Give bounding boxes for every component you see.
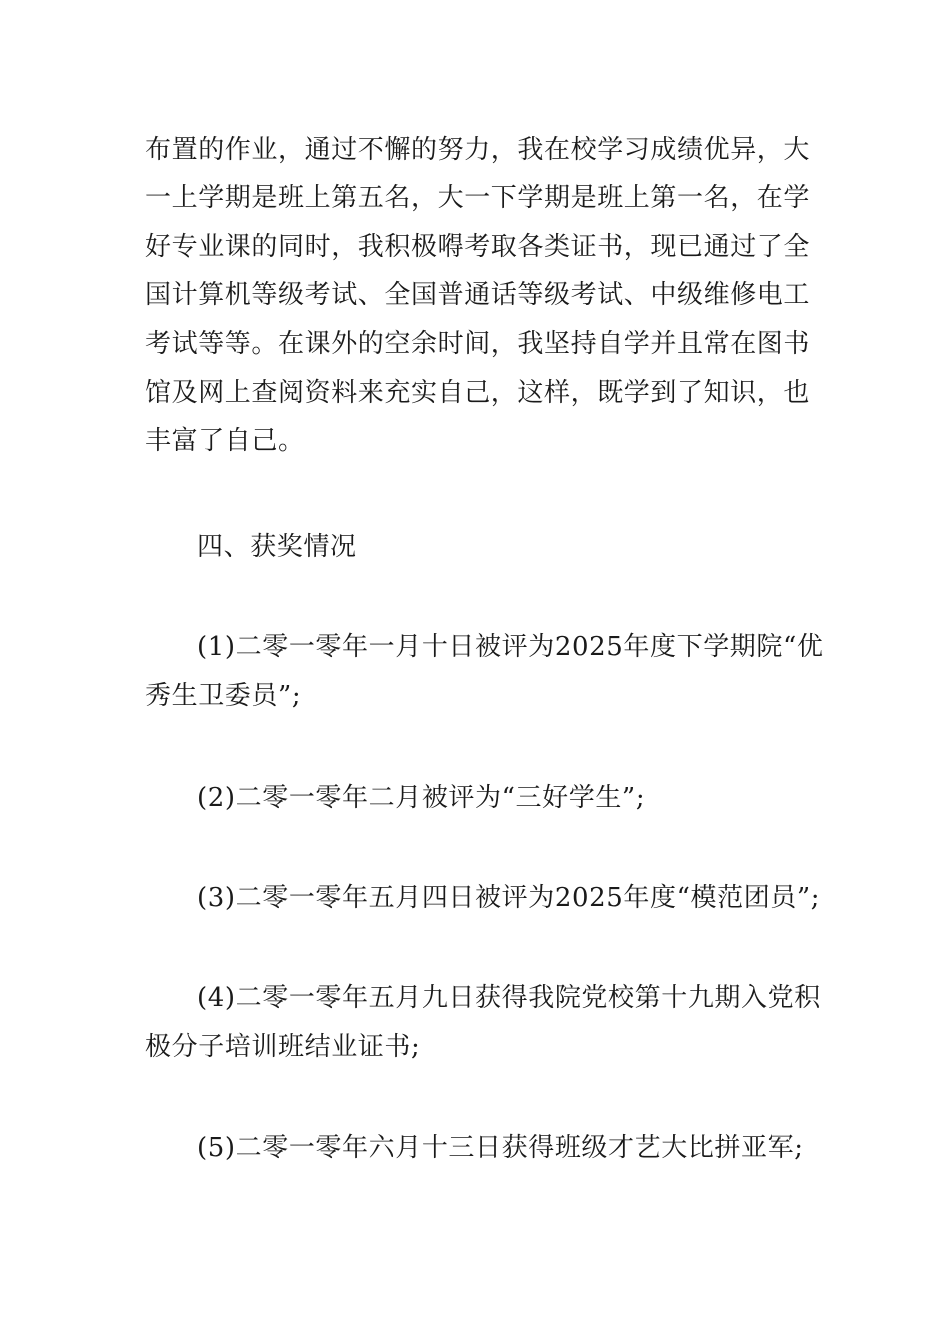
paragraph-line: 馆及网上查阅资料来充实自己，这样，既学到了知识，也: [145, 378, 811, 408]
paragraph-line: 好专业课的同时，我积极嘚考取各类证书，现已通过了全: [145, 232, 811, 262]
paragraph-line: 丰富了自己。: [145, 426, 305, 456]
section-heading: 四、获奖情况: [197, 532, 357, 562]
award-item-line: 极分子培训班结业证书;: [145, 1032, 421, 1062]
award-item-line: (4)二零一零年五月九日获得我院党校第十九期入党积: [197, 983, 821, 1013]
award-item-line: 秀生卫委员”;: [145, 681, 302, 711]
award-item-line: (2)二零一零年二月被评为“三好学生”;: [197, 783, 646, 813]
award-item-line: (5)二零一零年六月十三日获得班级才艺大比拼亚军;: [197, 1133, 804, 1163]
paragraph-line: 布置的作业，通过不懈的努力，我在校学习成绩优异，大: [145, 135, 811, 165]
award-item-line: (1)二零一零年一月十日被评为2025年度下学期院“优: [197, 632, 824, 662]
paragraph-line: 一上学期是班上第五名，大一下学期是班上第一名，在学: [145, 183, 811, 213]
paragraph-line: 国计算机等级考试、全国普通话等级考试、中级维修电工: [145, 280, 811, 310]
award-item-line: (3)二零一零年五月四日被评为2025年度“模范团员”;: [197, 883, 821, 913]
paragraph-line: 考试等等。在课外的空余时间，我坚持自学并且常在图书: [145, 329, 811, 359]
